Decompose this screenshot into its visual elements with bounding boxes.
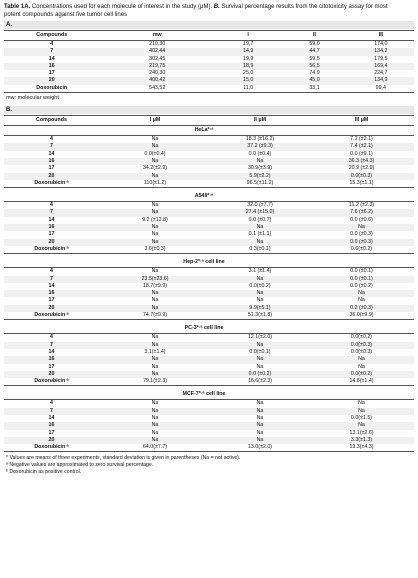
- cell-line-header-row: [4, 258, 414, 268]
- compound-cell: 17: [48, 363, 55, 370]
- value-cell: Na: [99, 371, 211, 378]
- value-cell: 18.3 (±16.2): [245, 136, 275, 143]
- value-cell: Na: [309, 422, 414, 429]
- value-cell: 30.9(±3.9): [247, 165, 273, 172]
- value-cell: 0.0(±0.2): [350, 334, 373, 341]
- value-cell: Na: [211, 158, 309, 165]
- table-row: [4, 356, 414, 363]
- table-row: [4, 70, 414, 77]
- table-row: [4, 268, 414, 276]
- value-cell: Na: [151, 136, 159, 143]
- table-row: [4, 85, 414, 93]
- value-cell: 179,5: [374, 55, 388, 62]
- table-row: [4, 77, 414, 84]
- cell-line-header-blank: [4, 390, 99, 400]
- value-cell: 74.7(±0.9): [99, 312, 211, 320]
- value-cell: Na: [256, 400, 264, 407]
- compound-cell: 20: [4, 437, 99, 444]
- compound-cell: 4: [50, 202, 53, 209]
- table-row: [4, 246, 414, 254]
- column-header: III: [348, 31, 414, 41]
- compound-cell: 16: [4, 63, 99, 70]
- compound-cell: 16: [4, 224, 99, 231]
- value-cell: 36.0(±9.9): [309, 312, 414, 320]
- compound-cell: 7: [4, 408, 99, 415]
- value-cell: Na: [99, 158, 211, 165]
- compound-cell: 20: [4, 305, 99, 312]
- compound-cell: 4: [50, 136, 53, 143]
- value-cell: 0.0(±0.2): [249, 282, 271, 289]
- cell-line-header-blank: [4, 192, 99, 202]
- value-cell: 13.1(±2.6): [349, 429, 374, 436]
- value-cell: 11,0: [215, 85, 281, 93]
- value-cell: 34.2(±2.9): [142, 165, 168, 172]
- table-row: [4, 202, 414, 210]
- value-cell: Na: [99, 437, 211, 444]
- value-cell: Na: [99, 239, 211, 246]
- value-cell: 45,0: [281, 77, 347, 84]
- table-row: [4, 180, 414, 188]
- table-header-row: [4, 31, 414, 41]
- cell-line-header-blank: [309, 324, 414, 334]
- value-cell: 0.0 (±0.2): [211, 371, 309, 378]
- table-row: [4, 143, 414, 150]
- compound-cell: 4: [50, 41, 54, 47]
- value-cell: 3.1(±1.4): [144, 348, 166, 355]
- table-row: [4, 158, 414, 165]
- compound-cell: 17: [48, 165, 55, 172]
- value-cell: 25,0: [243, 70, 254, 77]
- table-row: [4, 231, 414, 238]
- value-cell: 13.0(±2.0): [211, 444, 309, 452]
- value-cell: 18,9: [215, 63, 281, 70]
- column-header: II: [281, 31, 347, 41]
- value-cell: 0.0 (±9.1): [350, 150, 373, 157]
- value-cell: 0.0 (±0.4): [248, 150, 272, 157]
- cell-line-title: PC-3*·ᵃ cell line: [99, 324, 309, 334]
- cell-line-header-row: [4, 192, 414, 202]
- value-cell: Na: [309, 290, 414, 297]
- value-cell: 18.7(±9.9): [142, 282, 168, 289]
- value-cell: Na: [151, 268, 159, 275]
- cell-line-header-row: [4, 390, 414, 400]
- table-row: [4, 209, 414, 216]
- table-row: [4, 276, 414, 283]
- value-cell: 14.8(±1.4): [309, 378, 414, 386]
- table-row: [4, 290, 414, 297]
- value-cell: 0.0(±0.3): [350, 348, 373, 355]
- value-cell: 27.4 (±15.0): [211, 209, 309, 216]
- table-row: [4, 63, 414, 70]
- column-header: I μM: [99, 116, 211, 126]
- value-cell: Na: [151, 334, 159, 341]
- compound-cell: Doxorubicin ᵃ: [4, 444, 99, 452]
- value-cell: 5.9(±2.2): [211, 173, 309, 180]
- value-cell: Na: [211, 276, 309, 283]
- table-row: [4, 334, 414, 342]
- table-row: [4, 422, 414, 429]
- value-cell: 110(±1.2): [99, 180, 211, 188]
- value-cell: 219,75: [99, 63, 215, 70]
- table-row: [4, 415, 414, 422]
- value-cell: Na: [211, 239, 309, 246]
- value-cell: 240,30: [149, 70, 166, 77]
- concentration-table: [4, 30, 414, 93]
- compound-cell: 14: [48, 414, 55, 421]
- compound-cell: Doxorubicin ᵃ: [4, 180, 99, 188]
- cell-line-header-row: [4, 324, 414, 334]
- value-cell: Na: [211, 356, 309, 363]
- value-cell: 210,30: [149, 41, 166, 47]
- value-cell: 16.6(±2.3): [211, 378, 309, 386]
- value-cell: 59,0: [309, 41, 320, 47]
- compound-cell: 20: [4, 239, 99, 246]
- compound-cell: 4: [50, 334, 53, 341]
- compound-cell: 7: [4, 48, 99, 55]
- value-cell: Na: [151, 414, 159, 421]
- compound-cell: 16: [4, 290, 99, 297]
- value-cell: 0.6(±0.2): [309, 246, 414, 254]
- compound-cell: 17: [48, 70, 55, 77]
- compound-cell: Doxorubicin ᵃ: [4, 246, 99, 254]
- value-cell: Na: [256, 414, 264, 421]
- cell-line-header-blank: [309, 192, 414, 202]
- value-cell: Na: [256, 429, 264, 436]
- value-cell: 0.0(±0.3): [309, 173, 414, 180]
- table-row: [4, 312, 414, 320]
- value-cell: Na: [99, 342, 211, 349]
- table-row: [4, 342, 414, 349]
- value-cell: 15,0: [215, 77, 281, 84]
- value-cell: 169,4: [348, 63, 414, 70]
- table-row: [4, 437, 414, 444]
- footnotes: [4, 455, 414, 476]
- compound-cell: 17: [48, 231, 55, 238]
- value-cell: 19,7: [243, 41, 254, 47]
- compound-cell: Doxorubicin: [4, 85, 99, 93]
- value-cell: 9.2 (±12.8): [142, 216, 168, 223]
- value-cell: 96.5(±11.2): [211, 180, 309, 188]
- mw-note: mw: molecular weight: [6, 95, 59, 102]
- table-row: [4, 400, 414, 408]
- column-header: I: [215, 31, 281, 41]
- value-cell: Na: [211, 422, 309, 429]
- value-cell: Na: [211, 224, 309, 231]
- value-cell: 14,9: [215, 48, 281, 55]
- value-cell: Na: [99, 305, 211, 312]
- value-cell: 9.9(±5.1): [211, 305, 309, 312]
- value-cell: Na: [151, 297, 159, 304]
- table-row: [4, 364, 414, 371]
- column-header: Compounds: [4, 116, 99, 126]
- value-cell: 7.2 (±2.1): [350, 136, 373, 143]
- survival-table: [4, 115, 414, 452]
- value-cell: Na: [309, 408, 414, 415]
- value-cell: 33,1: [281, 85, 347, 93]
- value-cell: 12.1(±2.0): [247, 334, 273, 341]
- value-cell: 99,4: [348, 85, 414, 93]
- value-cell: Na: [151, 429, 159, 436]
- value-cell: 15.3(±1.1): [309, 180, 414, 188]
- value-cell: Na: [151, 363, 159, 370]
- compound-cell: 7: [4, 143, 99, 150]
- compound-cell: 20: [4, 173, 99, 180]
- section-b-label: B.: [4, 106, 414, 114]
- value-cell: 134,9: [348, 77, 414, 84]
- value-cell: 7.6 (±6.2): [309, 209, 414, 216]
- compound-cell: 16: [4, 422, 99, 429]
- value-cell: 74,9: [309, 70, 320, 77]
- value-cell: Na: [99, 422, 211, 429]
- value-cell: 59,5: [309, 55, 320, 62]
- value-cell: 3.1 (±1.4): [248, 268, 272, 275]
- compound-cell: 4: [50, 400, 53, 407]
- table-row: [4, 444, 414, 452]
- value-cell: 37.2 (±9.3): [211, 143, 309, 150]
- value-cell: 0.0(±1.5): [350, 414, 373, 421]
- value-cell: 32.0 (±7.7): [247, 202, 273, 209]
- compound-cell: 4: [50, 268, 53, 275]
- table-row: [4, 297, 414, 304]
- value-cell: 11.2 (±2.3): [348, 202, 375, 209]
- value-cell: 402,44: [99, 48, 215, 55]
- value-cell: 64.0(±7.7): [99, 444, 211, 452]
- value-cell: 0.0(±0.4): [144, 150, 166, 157]
- cell-line-title: HeLa*·ᵃ: [99, 126, 309, 136]
- value-cell: 0.0(±0.2): [309, 371, 414, 378]
- cell-line-title: A549*·ᵃ: [99, 192, 309, 202]
- value-cell: Na: [256, 363, 264, 370]
- value-cell: 44,7: [281, 48, 347, 55]
- section-a-label: A.: [4, 21, 414, 29]
- value-cell: 0.2 (±0.3): [309, 305, 414, 312]
- value-cell: 0.0 (±0.3): [350, 231, 373, 238]
- table-row: [4, 224, 414, 231]
- compound-cell: Doxorubicin ᵃ: [4, 312, 99, 320]
- value-cell: 23.5(±23.6): [99, 276, 211, 283]
- value-cell: 0.0 (±0.1): [309, 276, 414, 283]
- cell-line-header-blank: [309, 126, 414, 136]
- footnote-2: ᵃ Negative values are approximated to zero survival percentage.: [6, 462, 154, 469]
- value-cell: Na: [99, 224, 211, 231]
- value-cell: 0.0 (±0.7): [248, 216, 272, 223]
- value-cell: Na: [309, 356, 414, 363]
- value-cell: 0.0(±0.1): [249, 348, 271, 355]
- value-cell: Na: [99, 173, 211, 180]
- value-cell: Na: [99, 408, 211, 415]
- value-cell: 302,45: [149, 55, 166, 62]
- cell-line-header-blank: [309, 390, 414, 400]
- table-row: [4, 349, 414, 356]
- table-row: [4, 430, 414, 437]
- compound-cell: 20: [4, 371, 99, 378]
- column-header: III μM: [309, 116, 414, 126]
- value-cell: 134,2: [348, 48, 414, 55]
- table-row: [4, 151, 414, 158]
- value-cell: 0.0 (±0.6): [350, 216, 373, 223]
- value-cell: 0.1 (±1.1): [248, 231, 272, 238]
- value-cell: 51.3(±1.8): [211, 312, 309, 320]
- value-cell: 224,7: [374, 70, 388, 77]
- compound-cell: 14: [48, 348, 55, 355]
- value-cell: 400,42: [99, 77, 215, 84]
- caption-label-b: B.: [213, 4, 220, 10]
- value-cell: 7.4 (±2.1): [309, 143, 414, 150]
- table-row: [4, 165, 414, 172]
- table-row: [4, 173, 414, 180]
- value-cell: 3.3(±1.3): [309, 437, 414, 444]
- compound-cell: 14: [48, 55, 55, 62]
- compound-cell: Doxorubicin ᵃ: [4, 378, 99, 386]
- column-header: Compounds: [4, 31, 99, 41]
- table-row: [4, 378, 414, 386]
- table-row: [4, 239, 414, 246]
- caption-text-b: Survival percentage results from the citotoxicity assay for most potent compounds against five tumor cell lines: [4, 4, 388, 18]
- value-cell: 20.9 (±2.9): [348, 165, 375, 172]
- value-cell: Na: [211, 342, 309, 349]
- table-row: [4, 283, 414, 290]
- footnote-1: * Values are means of three experiments, standard deviation is given in parentheses (Na = not active).: [6, 455, 241, 462]
- cell-line-title: Hep-2*·ᵃ cell line: [99, 258, 309, 268]
- value-cell: 174,0: [374, 41, 388, 47]
- cell-line-header-row: [4, 126, 414, 136]
- value-cell: Na: [211, 290, 309, 297]
- compound-cell: 16: [4, 356, 99, 363]
- value-cell: Na: [211, 408, 309, 415]
- compound-cell: 7: [4, 276, 99, 283]
- value-cell: 36.3 (±4.3): [309, 158, 414, 165]
- table-row: [4, 217, 414, 224]
- table-row: [4, 136, 414, 144]
- value-cell: 79.1(±2.3): [99, 378, 211, 386]
- value-cell: 0.0 (±0.2): [350, 282, 373, 289]
- value-cell: 0.0(±0.3): [309, 342, 414, 349]
- value-cell: Na: [358, 400, 365, 407]
- compound-cell: 17: [48, 297, 55, 304]
- cell-line-header-blank: [309, 258, 414, 268]
- column-header: mw: [99, 31, 215, 41]
- value-cell: Na: [211, 437, 309, 444]
- table-header-row: [4, 116, 414, 126]
- cell-line-header-blank: [4, 324, 99, 334]
- value-cell: Na: [358, 297, 365, 304]
- compound-cell: 7: [4, 342, 99, 349]
- value-cell: Na: [99, 290, 211, 297]
- table-row: [4, 56, 414, 63]
- table-row: [4, 305, 414, 312]
- column-header: II μM: [211, 116, 309, 126]
- table-caption: [4, 3, 404, 19]
- value-cell: Na: [309, 224, 414, 231]
- value-cell: 0.0 (±0.1): [350, 268, 373, 275]
- value-cell: 543,52: [99, 85, 215, 93]
- value-cell: 0.0 (±0.3): [309, 239, 414, 246]
- cell-line-header-blank: [4, 126, 99, 136]
- compound-cell: 17: [48, 429, 55, 436]
- table-row: [4, 48, 414, 55]
- value-cell: Na: [151, 202, 159, 209]
- table-row: [4, 408, 414, 415]
- compound-cell: 14: [48, 216, 55, 223]
- value-cell: 56,5: [281, 63, 347, 70]
- caption-text-a: Concentrations used for each molecule of interest in the study (μM).: [30, 4, 214, 10]
- value-cell: Na: [99, 209, 211, 216]
- value-cell: 19.3(±4.3): [309, 444, 414, 452]
- value-cell: 0.3(±0.1): [211, 246, 309, 254]
- value-cell: 3.6(±0.3): [99, 246, 211, 254]
- value-cell: Na: [151, 231, 159, 238]
- value-cell: Na: [151, 400, 159, 407]
- table-row: [4, 371, 414, 378]
- compound-cell: 16: [4, 158, 99, 165]
- value-cell: 19,9: [243, 55, 254, 62]
- value-cell: Na: [99, 143, 211, 150]
- cell-line-title: MCF-7*·ᵃ cell line: [99, 390, 309, 400]
- caption-label: Table 1A.: [4, 4, 31, 10]
- cell-line-header-blank: [4, 258, 99, 268]
- compound-cell: 14: [48, 150, 55, 157]
- footnote-3: ᵇ Doxorubicin as positive control.: [6, 469, 82, 476]
- compound-cell: 20: [4, 77, 99, 84]
- value-cell: Na: [358, 363, 365, 370]
- table-row: [4, 41, 414, 49]
- compound-cell: 7: [4, 209, 99, 216]
- compound-cell: 14: [48, 282, 55, 289]
- value-cell: Na: [99, 356, 211, 363]
- value-cell: Na: [256, 297, 264, 304]
